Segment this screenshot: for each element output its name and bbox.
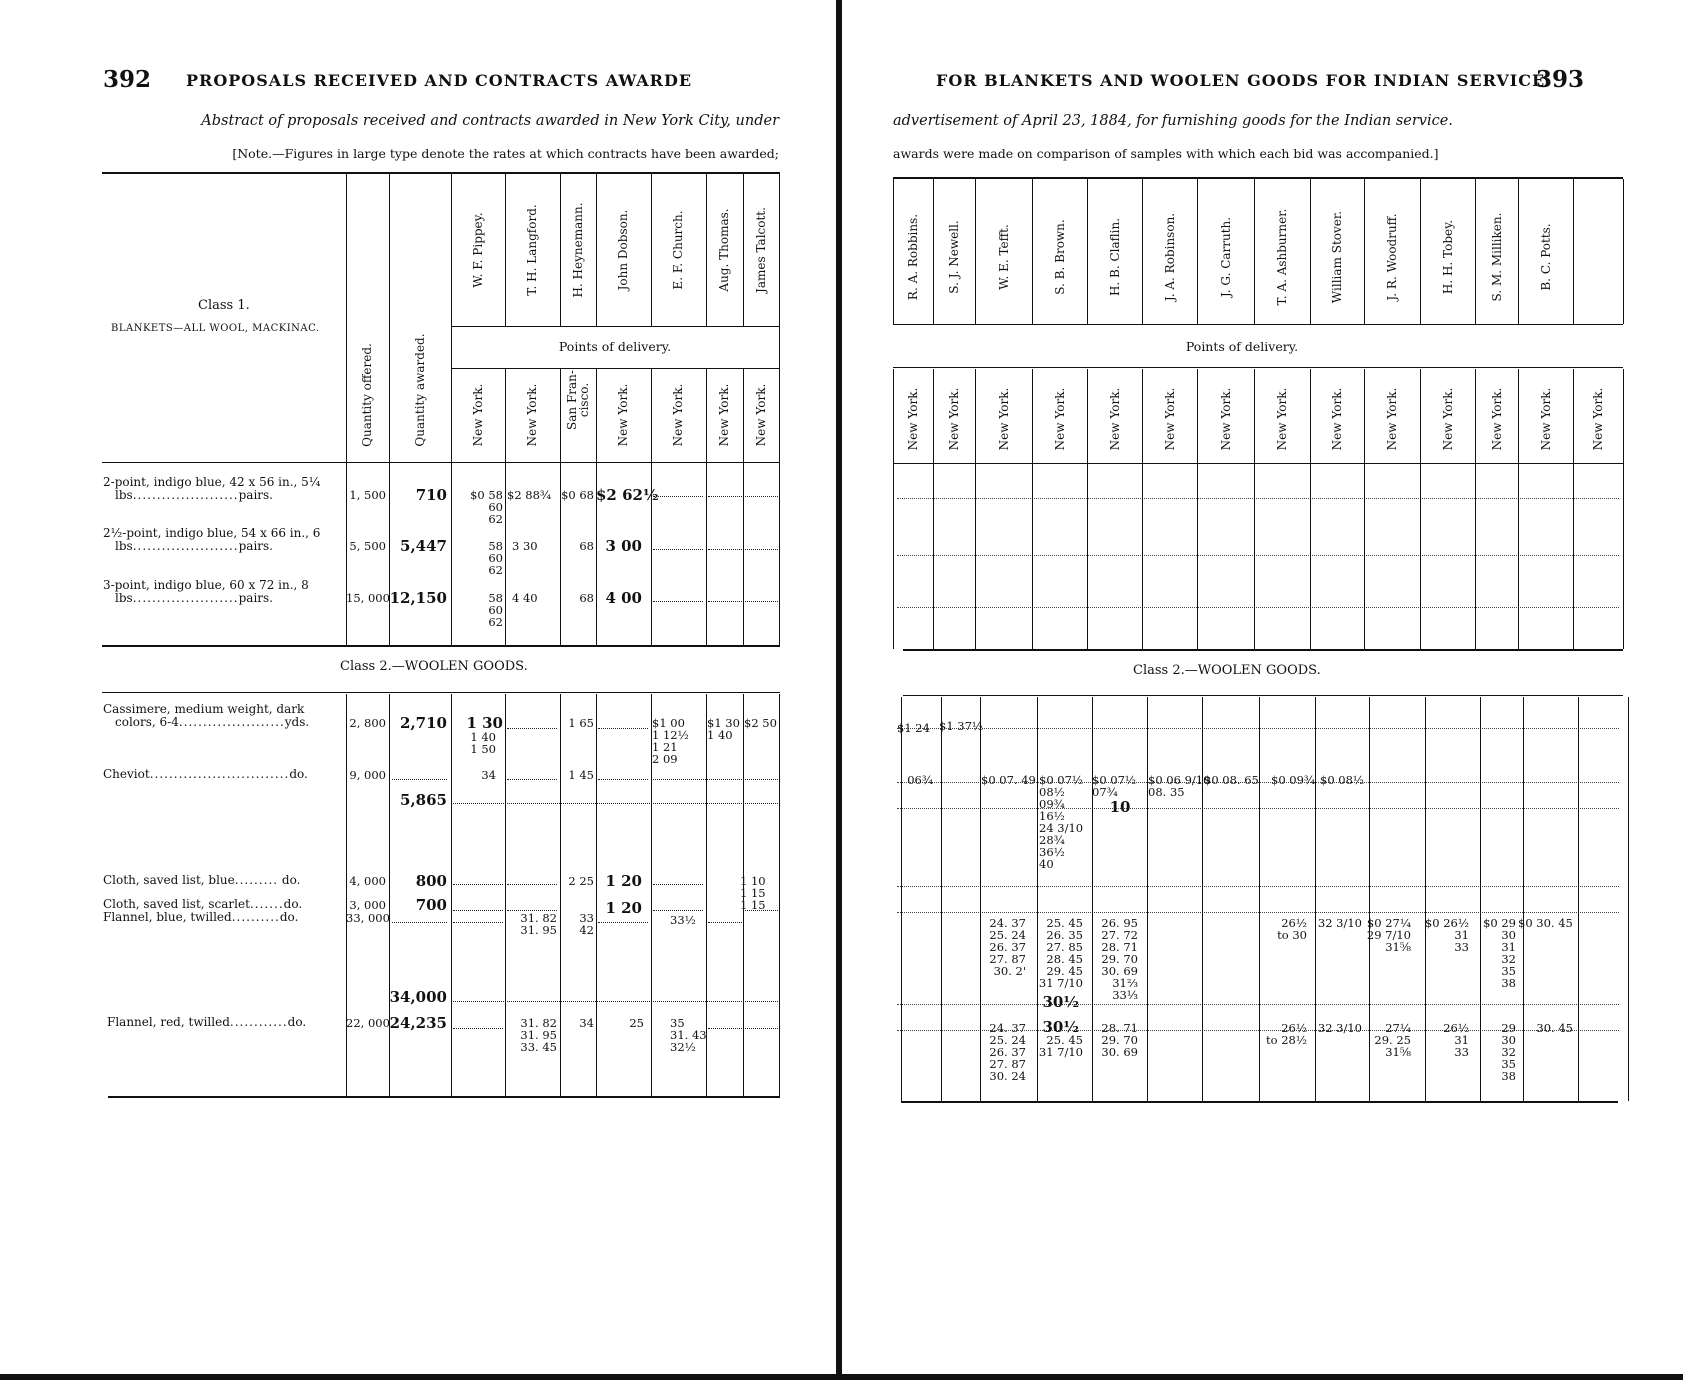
leader-row: [897, 886, 1619, 887]
rule: [893, 463, 1623, 464]
empty-cell-leader: [745, 910, 778, 911]
class-subheading: BLANKETS—ALL WOOL, MACKINAC.: [111, 323, 320, 334]
contract-rate: $2 62½: [596, 486, 659, 504]
delivery-point: New York.: [1219, 387, 1233, 451]
delivery-point: San Fran- cisco.: [565, 370, 591, 430]
page-number: 392: [103, 66, 152, 93]
empty-cell-leader: [453, 803, 778, 804]
bid-value: $1 24: [897, 721, 930, 735]
delivery-point: New York.: [471, 383, 485, 447]
column-rule: [1518, 179, 1519, 324]
column-rule: [1623, 369, 1624, 649]
column-rule: [1475, 179, 1476, 324]
column-rule: [389, 174, 390, 645]
class-heading: Class 2.—WOOLEN GOODS.: [340, 659, 528, 674]
bid-value: 1 45: [568, 768, 594, 782]
empty-cell-leader: [653, 549, 703, 550]
bid-value: 31. 82 31. 95: [520, 911, 557, 937]
row-unit: do.: [279, 910, 299, 924]
delivery-point: New York.: [906, 387, 920, 451]
row-description: lbs......................pairs.: [115, 591, 273, 605]
delivery-point: New York.: [997, 387, 1011, 451]
empty-cell-leader: [708, 1028, 742, 1029]
bidder-name: T. A. Ashburner.: [1275, 208, 1289, 306]
row-description-cont: lbs: [115, 488, 133, 502]
empty-cell-leader: [453, 910, 503, 911]
bid-value: 2 25: [568, 874, 594, 888]
empty-cell-leader: [392, 779, 447, 780]
row-unit: do.: [287, 1015, 307, 1029]
empty-cell-leader: [708, 601, 742, 602]
delivery-point: New York.: [1275, 387, 1289, 451]
contract-rate: 3 00: [605, 537, 642, 555]
bid-value: 26½ to 28½: [1266, 1021, 1307, 1047]
column-rule: [346, 174, 347, 645]
bidder-name: J. A. Robinson.: [1163, 212, 1177, 302]
empty-cell-leader: [453, 1001, 778, 1002]
bid-value: 27¼ 29. 25 31⅝: [1374, 1021, 1411, 1059]
leader-row: [897, 555, 1619, 556]
bid-value: $0 08½: [1320, 773, 1365, 787]
row-description-cont: Cloth, saved list, blue: [103, 873, 235, 887]
column-rule: [1420, 179, 1421, 324]
column-rule: [346, 694, 347, 1096]
column-rule: [1259, 697, 1260, 1101]
bid-value: 3 30: [512, 539, 538, 553]
bid-value: 33 42: [579, 911, 594, 937]
row-description: lbs......................pairs.: [115, 539, 273, 553]
empty-cell-leader: [507, 884, 557, 885]
column-rule: [779, 694, 780, 1096]
bid-value: 28. 71 29. 70 30. 69: [1101, 1021, 1138, 1059]
bidder-name: E. F. Church.: [671, 210, 685, 290]
bid-value: $0 07½ 08½ 09¾ 16½ 24 3/10 28¾ 36½ 40: [1039, 773, 1084, 871]
column-rule: [1202, 697, 1203, 1101]
quantity-offered: 5, 500: [349, 539, 386, 553]
rule: [102, 462, 780, 463]
rule: [901, 1101, 1618, 1103]
delivery-point: New York.: [671, 383, 685, 447]
note: [Note.—Figures in large type denote the rates at which contracts have been awarded;: [232, 146, 779, 161]
empty-cell-leader: [708, 496, 742, 497]
empty-cell-leader: [745, 496, 778, 497]
column-rule: [389, 694, 390, 1096]
column-rule: [1364, 179, 1365, 324]
bid-value: 34: [481, 768, 496, 782]
bid-value: $2 88¾: [507, 488, 552, 502]
bid-value: 35 31. 43 32½: [670, 1016, 707, 1054]
bidder-name: S. M. Milliken.: [1490, 212, 1504, 302]
column-rule: [743, 174, 744, 326]
row-description: Flannel, red, twilled............do.: [107, 1015, 307, 1029]
row-description: 3-point, indigo blue, 60 x 72 in., 8: [103, 578, 309, 592]
bid-value: 25. 45 31 7/10: [1038, 1033, 1083, 1059]
empty-cell-leader: [598, 922, 648, 923]
column-rule: [505, 368, 506, 645]
bidder-name: H. Heynemann.: [571, 202, 585, 298]
note: awards were made on comparison of samples with which each bid was accompanied.]: [893, 146, 1439, 161]
delivery-point: New York.: [1163, 387, 1177, 451]
row-description: colors, 6-4......................yds.: [115, 715, 310, 729]
leader-row: [897, 728, 1619, 729]
empty-cell-leader: [453, 884, 503, 885]
column-rule: [596, 694, 597, 1096]
column-rule: [893, 369, 894, 649]
bid-value: 32 3/10: [1317, 916, 1362, 930]
row-description-cont: Cheviot: [103, 767, 150, 781]
bid-value: 32 3/10: [1317, 1021, 1362, 1035]
quantity-awarded: 24,235: [389, 1014, 447, 1032]
column-rule: [941, 697, 942, 1101]
left-page: [0, 0, 836, 1374]
row-description-cont: Cloth, saved list, scarlet: [103, 897, 250, 911]
column-rule: [1310, 179, 1311, 324]
bid-value: $0 06 9/10 08. 35: [1148, 773, 1211, 799]
delivery-point: New York.: [1490, 387, 1504, 451]
column-rule: [933, 179, 934, 324]
bidder-name: B. C. Potts.: [1539, 223, 1553, 291]
delivery-point: New York.: [947, 387, 961, 451]
bid-value: $0 27¼ 29 7/10 31⅝: [1366, 916, 1411, 954]
delivery-point: New York.: [1053, 387, 1067, 451]
bid-value: 1 40 1 50: [470, 730, 496, 756]
empty-cell-leader: [507, 779, 557, 780]
row-description: Flannel, blue, twilled..........do.: [103, 910, 299, 924]
rule: [893, 367, 1623, 368]
quantity-awarded: 2,710: [400, 714, 447, 732]
bid-value: 25: [629, 1016, 644, 1030]
row-description: Cassimere, medium weight, dark: [103, 702, 305, 716]
bid-value: 68: [579, 591, 594, 605]
delivery-point: New York.: [1108, 387, 1122, 451]
empty-cell-leader: [708, 922, 742, 923]
contract-rate: 30½: [1042, 993, 1079, 1011]
row-description: Cloth, saved list, scarlet.......do.: [103, 897, 303, 911]
row-unit: yds.: [284, 715, 310, 729]
quantity-awarded: 34,000: [389, 988, 447, 1006]
rule: [903, 649, 1623, 651]
column-rule: [1315, 697, 1316, 1101]
contract-rate: 30½: [1042, 1018, 1079, 1036]
empty-cell-leader: [598, 779, 648, 780]
points-of-delivery: Points of delivery.: [558, 339, 672, 354]
column-rule: [975, 179, 976, 324]
row-description: Cloth, saved list, blue......... do.: [103, 873, 301, 887]
column-rule: [779, 174, 780, 645]
leader-row: [897, 607, 1619, 608]
column-header: Quantity awarded.: [413, 333, 427, 447]
delivery-point: New York.: [717, 383, 731, 447]
bidder-name: T. H. Langford.: [525, 204, 539, 296]
class-heading: Class 1.: [198, 298, 250, 313]
column-header: Quantity offered.: [360, 343, 374, 447]
quantity-offered: 22, 000: [346, 1016, 390, 1030]
quantity-offered: 9, 000: [349, 768, 386, 782]
quantity-offered: 33, 000: [346, 911, 390, 925]
contract-rate: 1 20: [605, 872, 642, 890]
empty-cell-leader: [745, 1028, 778, 1029]
rule: [451, 368, 780, 369]
bid-value: $0 58 60 62: [470, 488, 503, 526]
column-rule: [743, 368, 744, 645]
bid-value: 25. 45 26. 35 27. 85 28. 45 29. 45 31 7/10: [1038, 916, 1083, 990]
bidder-name: R. A. Robbins.: [906, 213, 920, 301]
bidder-name: W. F. Pippey.: [471, 212, 485, 288]
delivery-point: New York.: [1441, 387, 1455, 451]
column-rule: [1142, 179, 1143, 324]
bid-value: 1 15: [740, 898, 766, 912]
bid-value: 24. 37 25. 24 26. 37 27. 87 30. 24: [989, 1021, 1026, 1083]
bid-value: $1 37½: [939, 719, 984, 733]
quantity-offered: 4, 000: [349, 874, 386, 888]
page-number: 393: [1536, 66, 1585, 93]
bid-value: $1 30 1 40: [707, 716, 740, 742]
row-description: Cheviot.............................do.: [103, 767, 308, 781]
column-rule: [893, 179, 894, 324]
bid-value: 24. 37 25. 24 26. 37 27. 87 30. 2': [989, 916, 1026, 978]
bid-value: $0 30. 45: [1518, 916, 1573, 930]
bid-value: $0 29 30 31 32 35 38: [1483, 916, 1516, 990]
bid-value: $2 50: [744, 716, 777, 730]
row-description: lbs......................pairs.: [115, 488, 273, 502]
quantity-offered: 15, 000: [346, 591, 390, 605]
row-unit: pairs.: [238, 591, 273, 605]
column-rule: [1197, 179, 1198, 324]
subtitle: Abstract of proposals received and contracts awarded in New York City, under: [201, 113, 779, 129]
bidder-name: James Talcott.: [754, 207, 768, 293]
contract-rate: 1 20: [605, 899, 642, 917]
contract-rate: 4 00: [605, 589, 642, 607]
bid-value: 29 30 32 35 38: [1501, 1021, 1516, 1083]
leader-row: [897, 1004, 1619, 1005]
leader-row: [897, 912, 1619, 913]
column-rule: [1147, 697, 1148, 1101]
empty-cell-leader: [653, 884, 703, 885]
row-unit: pairs.: [238, 488, 273, 502]
bidder-name: W. E. Tefft.: [997, 224, 1011, 290]
row-unit: do.: [289, 767, 308, 781]
running-head: PROPOSALS RECEIVED AND CONTRACTS AWARDE: [186, 71, 693, 90]
contract-rate: 10: [1109, 798, 1131, 816]
column-rule: [560, 174, 561, 326]
column-rule: [1087, 179, 1088, 324]
column-rule: [1032, 179, 1033, 324]
subtitle: advertisement of April 23, 1884, for furnishing goods for the Indian service.: [893, 113, 1453, 129]
bid-value: $0 07. 49: [981, 773, 1036, 787]
quantity-awarded: 800: [415, 872, 447, 890]
bid-value: 4 40: [512, 591, 538, 605]
bidder-name: J. G. Carruth.: [1219, 216, 1233, 298]
row-description: 2-point, indigo blue, 42 x 56 in., 5¼: [103, 475, 321, 489]
leader-row: [897, 808, 1619, 809]
rule: [102, 692, 780, 693]
bid-value: 30. 45: [1536, 1021, 1573, 1035]
bid-value: 58 60 62: [488, 591, 503, 629]
row-description-cont: Flannel, red, twilled: [107, 1015, 230, 1029]
column-rule: [1573, 179, 1574, 324]
bid-value: $0 08. 65: [1204, 773, 1259, 787]
empty-cell-leader: [598, 728, 648, 729]
quantity-awarded: 710: [415, 486, 447, 504]
column-rule: [901, 697, 902, 1101]
bid-value: 68: [579, 539, 594, 553]
bid-value: $0 07½ 07¾: [1092, 773, 1137, 799]
quantity-offered: 1, 500: [349, 488, 386, 502]
bidder-name: Aug. Thomas.: [717, 208, 731, 292]
empty-cell-leader: [653, 910, 703, 911]
row-description-cont: lbs: [115, 591, 133, 605]
points-of-delivery: Points of delivery.: [1185, 339, 1299, 354]
leader-row: [897, 498, 1619, 499]
bid-value: 26½ 31 33: [1443, 1021, 1469, 1059]
empty-cell-leader: [453, 922, 503, 923]
quantity-offered: 2, 800: [349, 716, 386, 730]
rule: [893, 324, 1623, 325]
column-rule: [1578, 697, 1579, 1101]
rule: [451, 326, 780, 327]
empty-cell-leader: [507, 728, 557, 729]
class-heading: Class 2.—WOOLEN GOODS.: [1133, 663, 1321, 678]
quantity-offered: 3, 000: [349, 898, 386, 912]
quantity-awarded: 5,447: [400, 537, 447, 555]
empty-cell-leader: [392, 922, 447, 923]
row-description: 2½-point, indigo blue, 54 x 66 in., 6: [103, 526, 321, 540]
delivery-point: New York.: [754, 383, 768, 447]
row-description-cont: lbs: [115, 539, 133, 553]
bid-value: 26. 95 27. 72 28. 71 29. 70 30. 69 31⅔ 33⅓: [1101, 916, 1138, 1002]
column-rule: [651, 174, 652, 326]
bidder-name: William Stover.: [1330, 210, 1344, 304]
column-rule: [706, 368, 707, 645]
bid-value: $0 68: [561, 488, 594, 502]
rule: [893, 177, 1623, 179]
rule: [108, 1096, 780, 1098]
delivery-point: New York.: [1539, 387, 1553, 451]
row-description-cont: colors, 6-4: [115, 715, 179, 729]
rule: [903, 695, 1623, 696]
empty-cell-leader: [453, 1028, 503, 1029]
rule: [102, 172, 780, 174]
bidder-name: J. R. Woodruff.: [1385, 213, 1399, 301]
column-rule: [706, 174, 707, 326]
empty-cell-leader: [653, 601, 703, 602]
row-description-cont: Flannel, blue, twilled: [103, 910, 232, 924]
bid-value: 1 10 1 15: [740, 874, 766, 900]
bid-value: 31. 82 31. 95 33. 45: [520, 1016, 557, 1054]
column-rule: [596, 174, 597, 326]
delivery-point: New York.: [1330, 387, 1344, 451]
bid-value: 58 60 62: [488, 539, 503, 577]
bid-value: 1 65: [568, 716, 594, 730]
bidder-name: S. J. Newell.: [947, 220, 961, 294]
empty-cell-leader: [745, 549, 778, 550]
column-rule: [1623, 179, 1624, 324]
column-rule: [560, 694, 561, 1096]
bid-value: $1 00 1 12½ 1 21 2 09: [652, 716, 689, 766]
empty-cell-leader: [745, 601, 778, 602]
column-rule: [1254, 179, 1255, 324]
bid-value: 06¾: [907, 773, 933, 787]
delivery-point: New York.: [616, 383, 630, 447]
bid-value: $0 26½ 31 33: [1424, 916, 1469, 954]
delivery-point: New York.: [1591, 387, 1605, 451]
contract-rate: 1 30: [466, 714, 503, 732]
row-unit: do.: [281, 873, 301, 887]
column-rule: [1628, 697, 1629, 1101]
bid-value: 26½ to 30: [1277, 916, 1307, 942]
delivery-point: New York.: [525, 383, 539, 447]
delivery-point: New York.: [1385, 387, 1399, 451]
bid-value: $0 09¾: [1271, 773, 1316, 787]
right-page: [842, 0, 1683, 1374]
running-head: FOR BLANKETS AND WOOLEN GOODS FOR INDIAN SERVICE.: [936, 71, 1552, 90]
column-rule: [651, 368, 652, 645]
empty-cell-leader: [653, 496, 703, 497]
column-rule: [505, 174, 506, 326]
column-rule: [1523, 697, 1524, 1101]
empty-cell-leader: [653, 779, 778, 780]
bidder-name: S. B. Brown.: [1053, 219, 1067, 295]
row-unit: pairs.: [238, 539, 273, 553]
rule: [102, 645, 780, 647]
bid-value: 33½: [670, 913, 696, 927]
quantity-awarded: 700: [415, 896, 447, 914]
bidder-name: H. H. Tobey.: [1441, 219, 1455, 295]
bidder-name: John Dobson.: [616, 209, 630, 291]
empty-cell-leader: [708, 549, 742, 550]
row-unit: do.: [283, 897, 303, 911]
bid-value: 34: [579, 1016, 594, 1030]
bidder-name: H. B. Claflin.: [1108, 217, 1122, 297]
quantity-awarded: 12,150: [389, 589, 447, 607]
quantity-awarded: 5,865: [400, 791, 447, 809]
